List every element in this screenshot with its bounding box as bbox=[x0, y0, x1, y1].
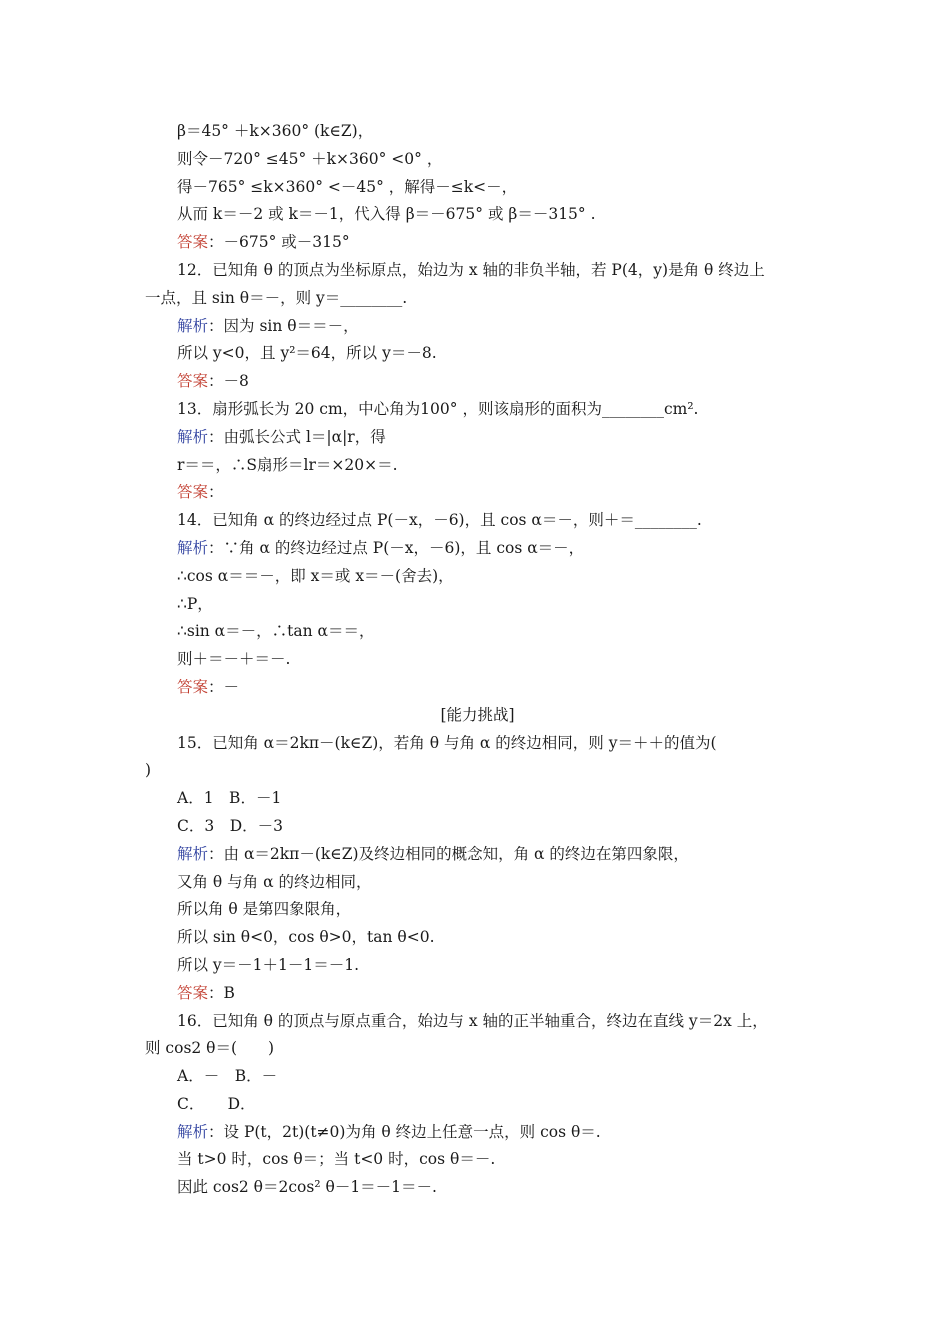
answer-label: 答案 bbox=[177, 983, 209, 1002]
line-text: 所以 sin θ<0，cos θ>0，tan θ<0. bbox=[177, 928, 435, 947]
line-text: ：由弧长公式 l＝|α|r，得 bbox=[208, 427, 386, 446]
line-text: 所以角 θ 是第四象限角， bbox=[177, 900, 352, 919]
analysis-label: 解析 bbox=[177, 427, 209, 446]
text-line bbox=[145, 201, 810, 229]
document-body bbox=[145, 118, 810, 1202]
text-line bbox=[145, 1119, 810, 1147]
text-line bbox=[145, 980, 810, 1008]
text-line bbox=[145, 1063, 810, 1091]
line-text: ：设 P(t，2t)(t≠0)为角 θ 终边上任意一点，则 cos θ＝. bbox=[208, 1122, 601, 1141]
text-line bbox=[145, 285, 810, 313]
text-line bbox=[145, 841, 810, 869]
line-text: ∴cos α＝＝－，即 x＝或 x＝－(舍去)， bbox=[177, 566, 454, 585]
text-line bbox=[145, 952, 810, 980]
text-line bbox=[145, 1091, 810, 1119]
answer-label: 答案 bbox=[177, 233, 209, 252]
line-text: 14．已知角 α 的终边经过点 P(－x，－6)，且 cos α＝－，则＋＝________. bbox=[177, 511, 702, 530]
text-line bbox=[145, 229, 810, 257]
line-text: 因此 cos2 θ＝2cos² θ－1＝－1＝－. bbox=[177, 1178, 437, 1197]
line-text: A．－ B．－ bbox=[177, 1067, 278, 1086]
text-line bbox=[145, 646, 810, 674]
text-line bbox=[145, 869, 810, 897]
line-text: ：－675° 或－315° bbox=[208, 233, 350, 252]
text-line bbox=[145, 1035, 810, 1063]
line-text: 又角 θ 与角 α 的终边相同， bbox=[177, 872, 372, 891]
analysis-label: 解析 bbox=[177, 538, 209, 557]
line-text: β＝45° ＋k×360° (k∈Z)， bbox=[177, 122, 374, 140]
text-line bbox=[145, 785, 810, 813]
answer-label: 答案 bbox=[177, 483, 209, 502]
line-text: 15．已知角 α＝2kπ－(k∈Z)，若角 θ 与角 α 的终边相同，则 y＝＋＋的值为( bbox=[177, 733, 717, 752]
line-text: 则＋＝－＋＝－. bbox=[177, 650, 291, 669]
text-line bbox=[145, 340, 810, 368]
line-text: ：由 α＝2kπ－(k∈Z)及终边相同的概念知，角 α 的终边在第四象限， bbox=[208, 844, 689, 863]
line-text: 所以 y＝－1＋1－1＝－1. bbox=[177, 955, 360, 974]
text-line bbox=[145, 757, 810, 785]
line-text: C． D． bbox=[177, 1094, 256, 1113]
text-line bbox=[145, 563, 810, 591]
text-line bbox=[145, 174, 810, 202]
analysis-label: 解析 bbox=[177, 316, 209, 335]
text-line bbox=[145, 424, 810, 452]
line-text: ：－8 bbox=[208, 372, 249, 391]
answer-label: 答案 bbox=[177, 677, 209, 696]
text-line bbox=[145, 535, 810, 563]
line-text: 得－765° ≤k×360° <－45° ，解得－≤k<－， bbox=[177, 177, 518, 196]
text-line bbox=[145, 924, 810, 952]
text-line bbox=[145, 730, 810, 758]
line-text: ) bbox=[145, 761, 152, 780]
section-heading bbox=[145, 702, 810, 730]
line-text: ：B bbox=[208, 983, 235, 1002]
text-line bbox=[145, 507, 810, 535]
text-line bbox=[145, 118, 810, 146]
line-text: 13．扇形弧长为 20 cm，中心角为100° ，则该扇形的面积为________cm². bbox=[177, 399, 699, 418]
line-text: ：∵角 α 的终边经过点 P(－x，－6)，且 cos α＝－， bbox=[208, 538, 585, 557]
line-text: 则 cos2 θ＝( ) bbox=[145, 1039, 275, 1058]
line-text: [能力挑战] bbox=[440, 705, 515, 724]
line-text: ：因为 sin θ＝＝－， bbox=[208, 316, 359, 335]
text-line bbox=[145, 257, 810, 285]
line-text: r＝＝，∴S扇形＝lr＝×20×＝. bbox=[177, 455, 398, 474]
line-text: C．3 D．－3 bbox=[177, 816, 284, 835]
text-line bbox=[145, 313, 810, 341]
line-text: 16．已知角 θ 的顶点与原点重合，始边与 x 轴的正半轴重合，终边在直线 y＝2x 上， bbox=[177, 1011, 768, 1030]
text-line bbox=[145, 479, 810, 507]
analysis-label: 解析 bbox=[177, 1122, 209, 1141]
text-line bbox=[145, 896, 810, 924]
text-line bbox=[145, 591, 810, 619]
line-text: ∴sin α＝－，∴tan α＝＝， bbox=[177, 622, 375, 641]
text-line bbox=[145, 618, 810, 646]
text-line bbox=[145, 813, 810, 841]
line-text: A．1 B．－1 bbox=[177, 789, 282, 808]
line-text: 从而 k＝－2 或 k＝－1，代入得 β＝－675° 或 β＝－315° . bbox=[177, 205, 596, 224]
line-text: ：－ bbox=[208, 677, 240, 696]
text-line bbox=[145, 368, 810, 396]
text-line bbox=[145, 452, 810, 480]
line-text: 一点，且 sin θ＝－，则 y＝________. bbox=[145, 288, 408, 307]
text-line bbox=[145, 1146, 810, 1174]
text-line bbox=[145, 1174, 810, 1202]
text-line bbox=[145, 146, 810, 174]
line-text: 则令－720° ≤45° ＋k×360° <0° ， bbox=[177, 149, 443, 168]
line-text: ∴P， bbox=[177, 594, 213, 613]
text-line bbox=[145, 1008, 810, 1036]
line-text: 当 t>0 时，cos θ＝；当 t<0 时，cos θ＝－. bbox=[177, 1150, 496, 1169]
answer-label: 答案 bbox=[177, 372, 209, 391]
analysis-label: 解析 bbox=[177, 844, 209, 863]
line-text: 12．已知角 θ 的顶点为坐标原点，始边为 x 轴的非负半轴，若 P(4，y)是角 θ 终边上 bbox=[177, 260, 765, 279]
text-line bbox=[145, 674, 810, 702]
text-line bbox=[145, 396, 810, 424]
line-text: 所以 y<0，且 y²＝64，所以 y＝－8. bbox=[177, 344, 437, 363]
line-text: ： bbox=[208, 483, 224, 502]
